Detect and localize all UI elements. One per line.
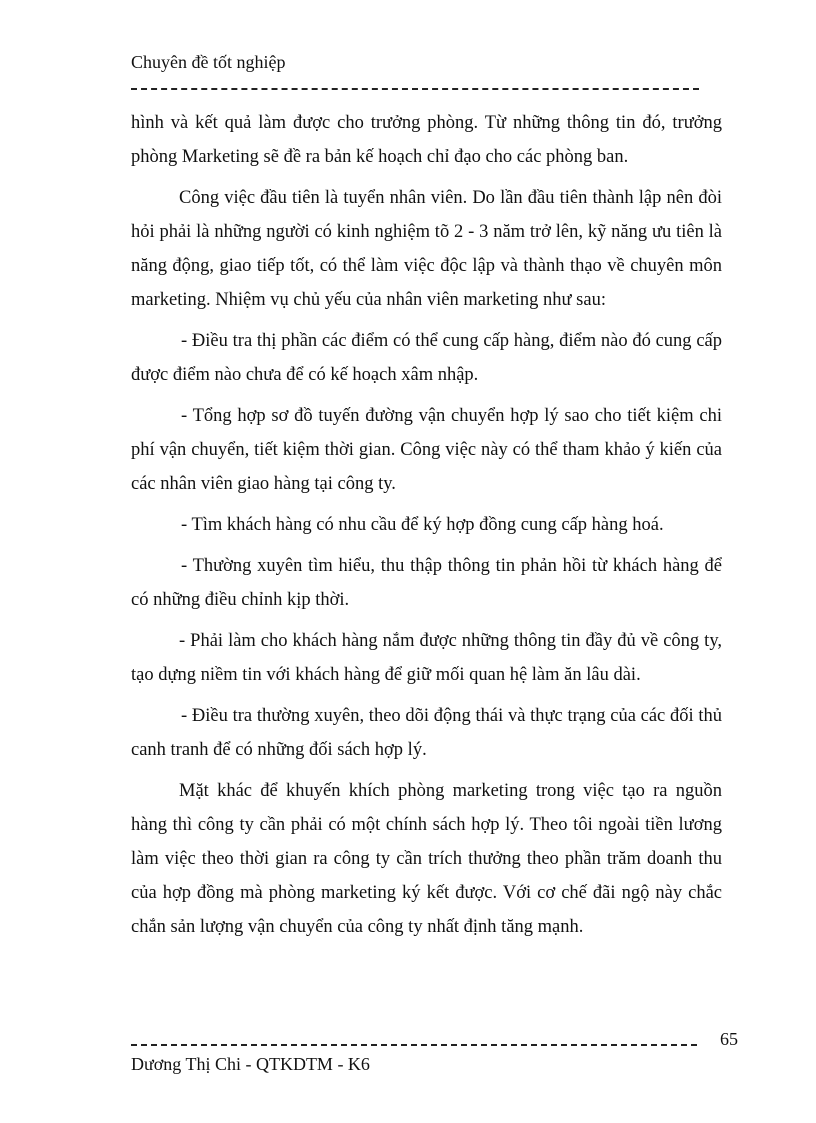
bullet-paragraph: - Điều tra thị phần các điểm có thể cung cấp hàng, điểm nào đó cung cấp được điểm nào chưa để có kế hoạch xâm nhập. xyxy=(131,331,722,385)
paragraph-continuation: hình và kết quả làm được cho trưởng phòng. Từ những thông tin đó, trưởng phòng Marketing sẽ đề ra bản kế hoạch chỉ đạo cho các phòng ban. xyxy=(131,113,722,167)
paragraph: Mặt khác để khuyến khích phòng marketing trong việc tạo ra nguồn hàng thì công ty cần phải có một chính sách hợp lý. Theo tôi ngoài tiền lương làm việc theo thời gian ra công ty cần trích thưởng theo phần trăm doanh thu của hợp đồng mà phòng marketing ký kết được. Với cơ chế đãi ngộ này chắc chắn sản lượng vận chuyển của công ty nhất định tăng mạnh. xyxy=(131,781,722,937)
bullet-paragraph: - Thường xuyên tìm hiểu, thu thập thông tin phản hồi từ khách hàng để có những điều chỉnh kịp thời. xyxy=(131,556,722,610)
bullet-paragraph: - Tìm khách hàng có nhu cầu để ký hợp đồng cung cấp hàng hoá. xyxy=(181,515,664,535)
page-number: 65 xyxy=(720,1029,738,1049)
bullet-paragraph: - Tổng hợp sơ đồ tuyến đường vận chuyển hợp lý sao cho tiết kiệm chi phí vận chuyển, tiết kiệm thời gian. Công việc này có thể tham khảo ý kiến của các nhân viên giao hàng tại công ty. xyxy=(131,406,722,494)
footer-divider xyxy=(131,1044,697,1046)
paragraph: Công việc đầu tiên là tuyển nhân viên. Do lần đầu tiên thành lập nên đòi hỏi phải là những người có kinh nghiệm tõ 2 - 3 năm trở lên, kỹ năng ưu tiên là năng động, giao tiếp tốt, có thể làm việc độc lập và thành thạo về chuyên môn marketing. Nhiệm vụ chủ yếu của nhân viên marketing như sau: xyxy=(131,188,722,310)
document-body xyxy=(131,106,722,951)
page-header-title: Chuyên đề tốt nghiệp xyxy=(131,52,286,72)
bullet-paragraph: - Điều tra thường xuyên, theo dõi động thái và thực trạng của các đối thủ canh tranh để có những đối sách hợp lý. xyxy=(131,706,722,760)
footer-author: Dương Thị Chi - QTKDTM - K6 xyxy=(131,1054,370,1074)
bullet-paragraph: - Phải làm cho khách hàng nắm được những thông tin đầy đủ về công ty, tạo dựng niềm tin với khách hàng để giữ mối quan hệ làm ăn lâu dài. xyxy=(131,631,722,685)
header-divider xyxy=(131,88,699,90)
